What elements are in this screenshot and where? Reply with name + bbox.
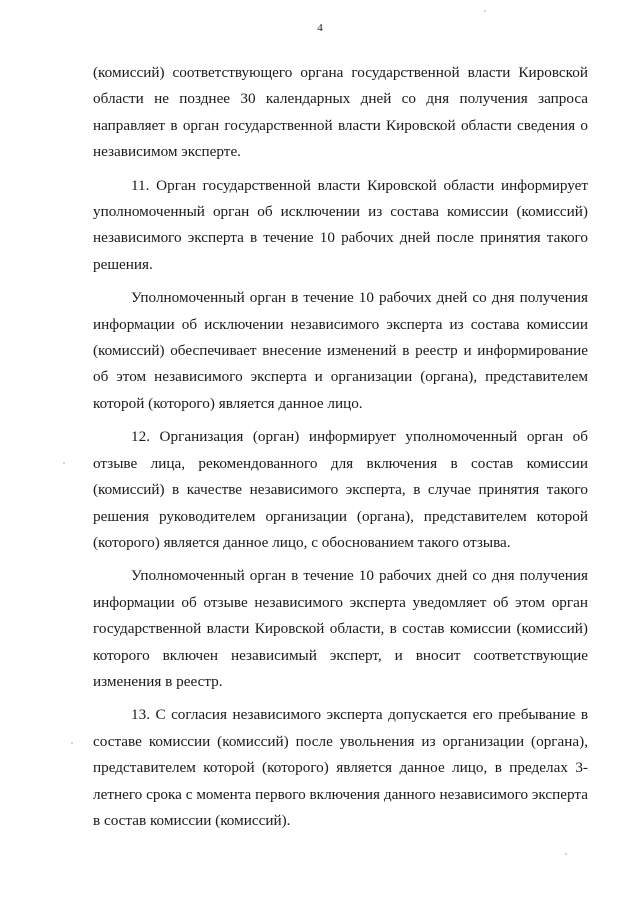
page-number: 4: [317, 22, 323, 34]
scan-speck: [565, 853, 567, 855]
scan-speck: [63, 462, 65, 464]
paragraph-12-authorized-body: Уполномоченный орган в течение 10 рабочих дней со дня получения информации об отзыве независимого эксперта уведомляет об этом орган государственной власти Кировской области, в состав комиссии (комиссий) которого включен независимый эксперт, и вносит соответствующие изменения в реестр.: [93, 567, 588, 690]
paragraph-11-authorized-body: Уполномоченный орган в течение 10 рабочих дней со дня получения информации об исключении независимого эксперта из состава комиссии (комиссий) обеспечивает внесение изменений в реестр и информирование об этом независимого эксперта и организации (органа), представителем которой (которого) является данное лицо.: [93, 289, 588, 412]
document-body: [93, 60, 588, 834]
paragraph-12: 12. Организация (орган) информирует уполномоченный орган об отзыве лица, рекомендованного для включения в состав комиссии (комиссий) в качестве независимого эксперта, в случае принятия такого решения руководителем организации (органа), представителем которой (которого) является данное лицо, с обоснованием такого отзыва.: [93, 428, 588, 551]
paragraph-13: 13. С согласия независимого эксперта допускается его пребывание в составе комиссии (комиссий) после увольнения из организации (органа), представителем которой (которого) является данное лицо, в пределах 3-летнего срока с момента первого включения данного независимого эксперта в состав комиссии (комиссий).: [93, 706, 588, 829]
paragraph-continuation: (комиссий) соответствующего органа государственной власти Кировской области не позднее 30 календарных дней со дня получения запроса направляет в орган государственной власти Кировской области сведения о независимом эксперте.: [93, 64, 588, 161]
scan-speck: [484, 10, 486, 12]
scan-speck: [71, 742, 73, 744]
paragraph-11: 11. Орган государственной власти Кировской области информирует уполномоченный орган об исключении из состава комиссии (комиссий) независимого эксперта в течение 10 рабочих дней после принятия такого решения.: [93, 176, 588, 273]
